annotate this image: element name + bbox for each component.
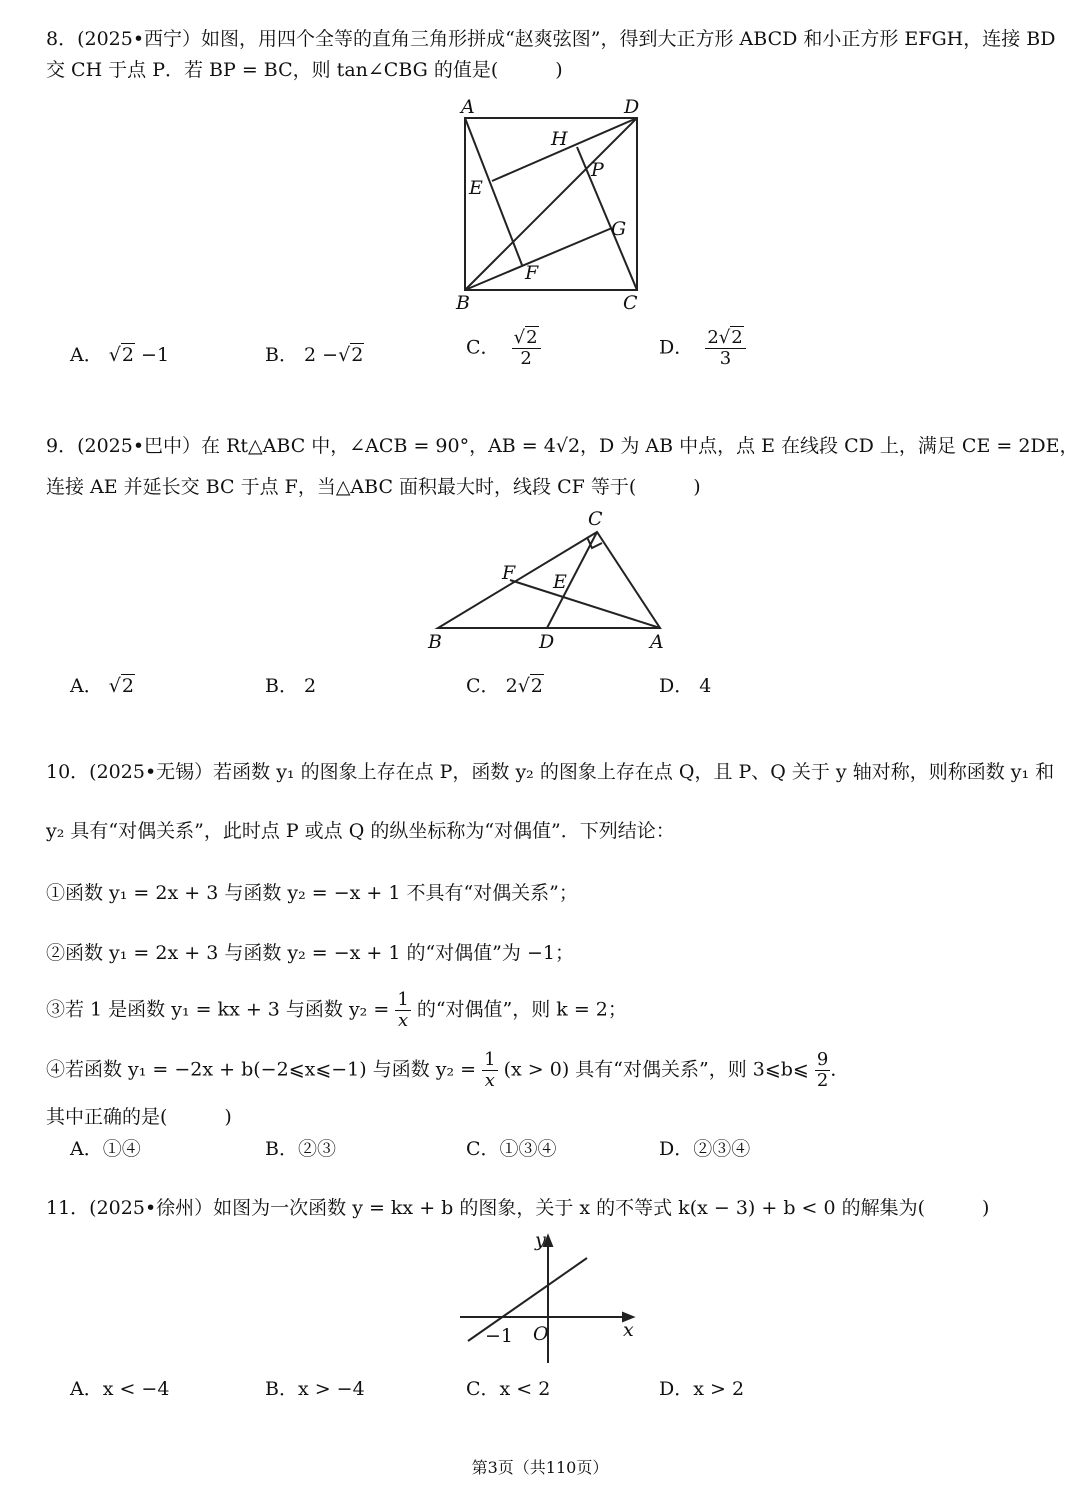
- q10-text-line1: 10．(2025•无锡）若函数 y₁ 的图象上存在点 P，函数 y₂ 的图象上存在点 Q，且 P、Q 关于 y 轴对称，则称函数 y₁ 和: [46, 761, 1055, 783]
- q8-label-E: E: [469, 177, 483, 199]
- q10-statement-3: ③若 1 是函数 y₁ = kx + 3 与函数 y₂ = $\frac{1}{x}$ 的“对偶值”，则 k = 2；: [46, 989, 627, 1031]
- q8-label-C: C: [623, 292, 638, 314]
- q9-option-b[interactable]: B． 2: [265, 675, 317, 697]
- q8-text-line1: 8．(2025•西宁）如图，用四个全等的直角三角形拼成“赵爽弦图”，得到大正方形 ABCD 和小正方形 EFGH，连接 BD: [46, 28, 1056, 50]
- q8-figure-zhao-shuang-diagram: [447, 95, 667, 320]
- q11-option-d[interactable]: D．x > 2: [659, 1378, 745, 1400]
- q8-option-d[interactable]: D． $\frac{2√2}{3}$: [659, 328, 746, 369]
- q10-ask: 其中正确的是( ): [46, 1106, 232, 1128]
- q9-label-D: D: [539, 631, 555, 653]
- q9-label-E: E: [553, 571, 567, 593]
- q8-text-line2: 交 CH 于点 P．若 BP = BC，则 tan∠CBG 的值是( ): [46, 59, 563, 81]
- q10-option-c[interactable]: C．①③④: [466, 1138, 557, 1160]
- q11-label-neg1: −1: [485, 1325, 514, 1347]
- q11-option-b[interactable]: B．x > −4: [265, 1378, 365, 1400]
- q9-label-B: B: [428, 631, 442, 653]
- q8-label-B: B: [456, 292, 470, 314]
- q8-option-c[interactable]: C． $\frac{√2}{2}$: [466, 328, 541, 369]
- q8-label-G: G: [611, 218, 627, 240]
- q8-label-A: A: [461, 96, 475, 118]
- q10-option-a[interactable]: A．①④: [70, 1138, 141, 1160]
- q8-option-a[interactable]: A． √2 −1: [70, 344, 170, 366]
- q8-label-D: D: [624, 96, 640, 118]
- q8-label-F: F: [525, 262, 539, 284]
- page-footer: 第3页（共110页）: [471, 1458, 609, 1477]
- q10-statement-1: ①函数 y₁ = 2x + 3 与函数 y₂ = −x + 1 不具有“对偶关系”；: [46, 882, 578, 904]
- q11-option-c[interactable]: C．x < 2: [466, 1378, 551, 1400]
- q9-text-line1: 9．(2025•巴中）在 Rt△ABC 中，∠ACB = 90°，AB = 4√2，D 为 AB 中点，点 E 在线段 CD 上，满足 CE = 2DE，: [46, 435, 1079, 457]
- q9-label-C: C: [588, 508, 603, 530]
- q10-statement-4: ④若函数 y₁ = −2x + b(−2⩽x⩽−1) 与函数 y₂ = $\frac{1}{x}$ (x > 0) 具有“对偶关系”，则 3⩽b⩽ $\frac{9}{2}$ ．: [46, 1049, 850, 1091]
- q8-label-H: H: [551, 128, 568, 150]
- q10-option-b[interactable]: B．②③: [265, 1138, 336, 1160]
- q9-figure-right-triangle: [420, 505, 680, 655]
- q11-text-line1: 11．(2025•徐州）如图为一次函数 y = kx + b 的图象，关于 x 的不等式 k(x − 3) + b < 0 的解集为( ): [46, 1197, 990, 1219]
- q11-option-a[interactable]: A．x < −4: [70, 1378, 170, 1400]
- q9-option-d[interactable]: D． 4: [659, 675, 712, 697]
- q11-label-O: O: [533, 1323, 549, 1345]
- q8-label-P: P: [591, 159, 604, 181]
- q9-label-F: F: [502, 562, 516, 584]
- q10-text-line2: y₂ 具有“对偶关系”，此时点 P 或点 Q 的纵坐标称为“对偶值”．下列结论：: [46, 820, 675, 842]
- q9-label-A: A: [650, 631, 664, 653]
- q11-label-y: y: [535, 1229, 546, 1251]
- q10-statement-2: ②函数 y₁ = 2x + 3 与函数 y₂ = −x + 1 的“对偶值”为 −1；: [46, 942, 574, 964]
- q9-option-c[interactable]: C． 2√2: [466, 675, 543, 697]
- q9-option-a[interactable]: A． √2: [70, 675, 134, 697]
- q10-option-d[interactable]: D．②③④: [659, 1138, 751, 1160]
- q9-text-line2: 连接 AE 并延长交 BC 于点 F，当△ABC 面积最大时，线段 CF 等于( ): [46, 476, 701, 498]
- q8-option-b[interactable]: B． 2 −√2: [265, 344, 364, 366]
- q11-label-x: x: [623, 1319, 634, 1341]
- q11-figure-linear-graph: [455, 1228, 655, 1368]
